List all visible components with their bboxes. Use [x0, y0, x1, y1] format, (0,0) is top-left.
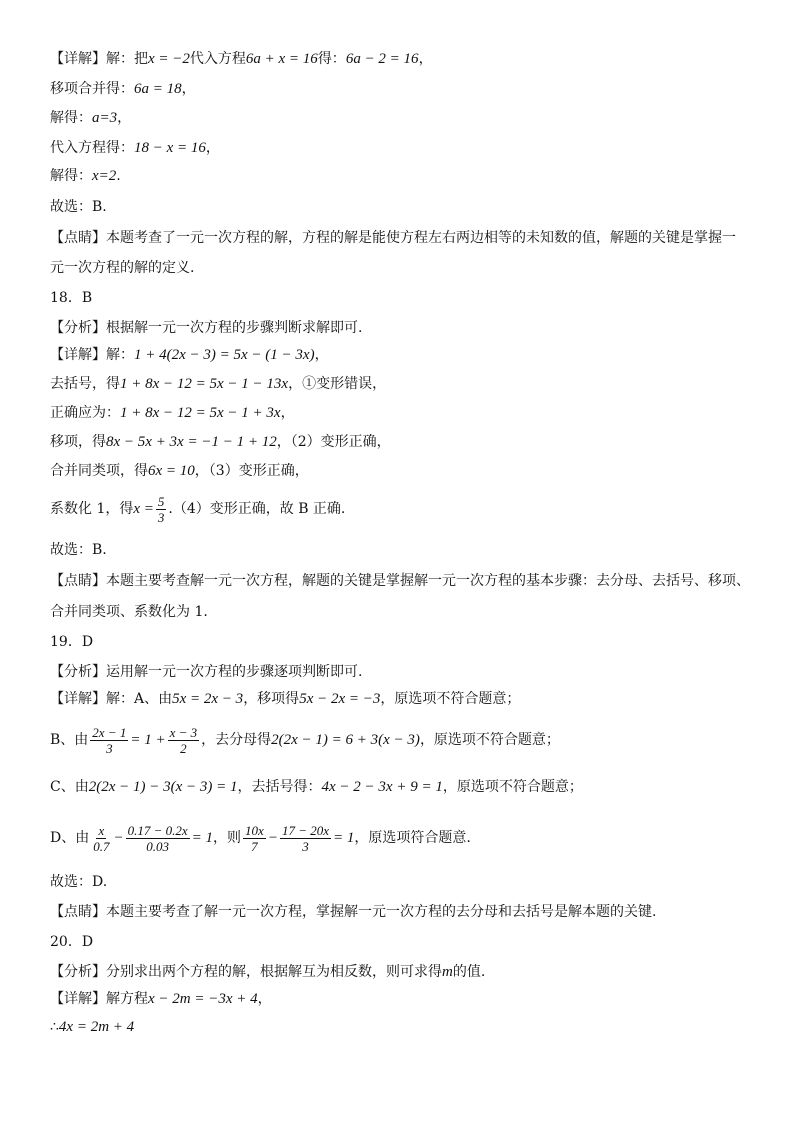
line-7: 【点睛】本题考查了一元一次方程的解，方程的解是能使方程左右两边相等的未知数的值，解题的关键是掌握一 [50, 230, 736, 246]
fraction: $\frac{2x - 1}{3}$ [92, 724, 127, 756]
line-8: 元一次方程的解的定义. [50, 260, 195, 276]
line-19: 合并同类项、系数化为 1. [50, 604, 208, 620]
line-5: 解得：x=2. [50, 168, 121, 184]
line-3: 解得：a=3， [50, 110, 132, 126]
line-13: 正确应为：1 + 8x − 12 = 5x − 1 + 3x， [50, 405, 295, 421]
line-24: C、由2(2x − 1) − 3(x − 3) = 1，去括号得：4x − 2 − 3x + 9 = 1，原选项不符合题意； [50, 779, 583, 795]
line-1: 【详解】解：把x = −2代入方程6a + x = 16得：6a − 2 = 16， [50, 51, 433, 67]
fraction: $\frac{0.17 - 0.2x}{0.03}$ [127, 822, 188, 854]
line-10: 【分析】根据解一元一次方程的步骤判断求解即可. [50, 320, 363, 336]
fraction: $\frac{x - 3}{2}$ [169, 724, 198, 756]
line-4: 代入方程得：18 − x = 16， [50, 140, 220, 156]
line-14: 移项，得8x − 5x + 3x = −1 − 1 + 12，（2）变形正确， [50, 434, 391, 450]
line-6: 故选：B. [50, 199, 107, 215]
line-23: B、由 $\frac{2x - 1}{3}$ = 1 + $\frac{x - 3}{2}$ ，去分母得2(2x − 1) = 6 + 3(x − 3)，原选项不符合题意； [50, 724, 560, 756]
line-26: 故选：D. [50, 874, 108, 890]
line-25: D、由 $\frac{x}{0.7}$ − $\frac{0.17 - 0.2x}{0.03}$ = 1，则 $\frac{10x}{7}$ − $\frac{17 - 20x}{3}$ = 1，原选项符合题意. [50, 822, 471, 854]
line-30: 【详解】解方程x − 2m = −3x + 4， [50, 991, 272, 1007]
line-12: 去括号，得1 + 8x − 12 = 5x − 1 − 13x，①变形错误， [50, 376, 387, 392]
fraction: $\frac{5}{3}$ [157, 493, 165, 525]
line-17: 故选：B. [50, 542, 107, 558]
line-31: ∴4x = 2m + 4 [50, 1019, 135, 1035]
line-20: 19．D [50, 634, 94, 650]
line-27: 【点睛】本题主要考查了解一元一次方程，掌握解一元一次方程的去分母和去括号是解本题的关键. [50, 904, 657, 920]
line-16: 系数化 1，得x = $\frac{5}{3}$ .（4）变形正确，故 B 正确. [50, 493, 346, 525]
line-18: 【点睛】本题主要考查解一元一次方程，解题的关键是掌握解一元一次方程的基本步骤：去分母、去括号、移项、 [50, 573, 750, 589]
line-15: 合并同类项，得6x = 10，（3）变形正确， [50, 463, 309, 479]
line-29: 【分析】分别求出两个方程的解，根据解互为相反数，则可求得m的值. [50, 964, 486, 980]
line-28: 20．D [50, 934, 94, 950]
fraction: $\frac{10x}{7}$ [245, 822, 264, 854]
line-9: 18．B [50, 290, 93, 306]
fraction: $\frac{x}{0.7}$ [93, 822, 110, 854]
line-22: 【详解】解：A、由5x = 2x − 3，移项得5x − 2x = −3，原选项不符合题意； [50, 691, 521, 707]
line-2: 移项合并得：6a = 18， [50, 81, 196, 97]
line-21: 【分析】运用解一元一次方程的步骤逐项判断即可. [50, 664, 363, 680]
line-11: 【详解】解：1 + 4(2x − 3) = 5x − (1 − 3x)， [50, 347, 329, 363]
fraction: $\frac{17 - 20x}{3}$ [281, 822, 329, 854]
